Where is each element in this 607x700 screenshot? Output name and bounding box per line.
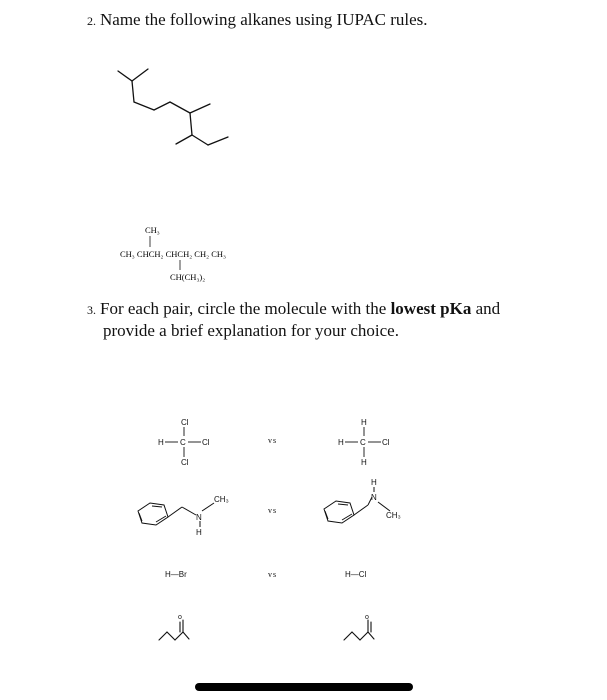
bond	[154, 102, 170, 110]
bond	[378, 502, 390, 511]
atom-label: H	[371, 478, 377, 487]
bond	[170, 102, 190, 113]
pair1-right-molecule	[330, 415, 410, 470]
bond	[344, 632, 352, 640]
bond	[208, 137, 228, 145]
bond	[192, 135, 208, 145]
atom-label: Cl	[202, 438, 210, 447]
atom-label: Cl	[181, 418, 189, 427]
atom-label: H	[338, 438, 344, 447]
bond	[190, 113, 192, 135]
question-2-number: 2.	[87, 14, 96, 28]
skeletal-alkane-structure	[110, 65, 250, 155]
formula-bottom-branch: CH(CH₃)₂	[170, 272, 206, 282]
pair2-right-molecule	[318, 475, 438, 535]
bond	[352, 632, 360, 640]
formula-top-branch: CH₃	[145, 225, 160, 235]
pair1-left-molecule	[150, 415, 230, 470]
question-3-heading	[87, 298, 587, 321]
vs-label-2: vs	[268, 506, 278, 515]
bond	[152, 506, 162, 507]
bond	[118, 71, 132, 81]
bond	[182, 507, 196, 515]
oxygen-label: o	[178, 614, 182, 621]
formula-main-chain: CH₃ CHCH₂ CHCH₂ CH₂ CH₃	[120, 249, 226, 259]
atom-label: Cl	[181, 458, 189, 467]
bond	[132, 81, 134, 102]
atom-label: C	[180, 438, 186, 447]
bond	[159, 632, 167, 640]
bond	[134, 102, 154, 110]
pair2-left-molecule	[130, 485, 250, 545]
bond	[368, 632, 374, 639]
atom-label: CH₃	[386, 511, 401, 520]
question-3-text-after: and	[475, 299, 501, 318]
bond	[190, 104, 210, 113]
atom-label: N	[196, 513, 202, 522]
bond	[168, 507, 182, 517]
question-3-text-line2: provide a brief explanation for your choice.	[103, 321, 399, 340]
vs-label-1: vs	[268, 436, 278, 445]
question-3-text-before: For each pair, circle the molecule with the	[100, 299, 387, 318]
bond	[183, 632, 189, 639]
bond	[360, 632, 368, 640]
bond	[132, 69, 148, 81]
question-2-heading	[87, 9, 428, 32]
home-indicator-bar[interactable]	[195, 683, 413, 691]
bond	[167, 632, 175, 640]
bond	[202, 503, 214, 511]
question-2-text: Name the following alkanes using IUPAC rules.	[100, 10, 428, 29]
atom-label: C	[360, 438, 366, 447]
atom-label: H	[196, 528, 202, 537]
atom-label: Cl	[382, 438, 390, 447]
pair4-right-molecule	[340, 610, 380, 650]
pair3-right-molecule: H—Cl	[345, 570, 367, 579]
question-3-bold-text: lowest pKa	[390, 299, 472, 318]
pair3-left-molecule: H—Br	[165, 570, 187, 579]
oxygen-label: o	[365, 614, 369, 621]
bond	[176, 135, 192, 144]
atom-label: CH₃	[214, 495, 229, 504]
atom-label: H	[361, 458, 367, 467]
bond	[175, 632, 183, 640]
atom-label: H	[158, 438, 164, 447]
atom-label: H	[361, 418, 367, 427]
vs-label-3: vs	[268, 570, 278, 579]
atom-label: N	[371, 493, 377, 502]
bond	[354, 505, 368, 515]
pair4-left-molecule	[155, 610, 195, 650]
bond	[338, 504, 348, 505]
question-3-number: 3.	[87, 303, 96, 317]
condensed-formula	[112, 222, 282, 284]
